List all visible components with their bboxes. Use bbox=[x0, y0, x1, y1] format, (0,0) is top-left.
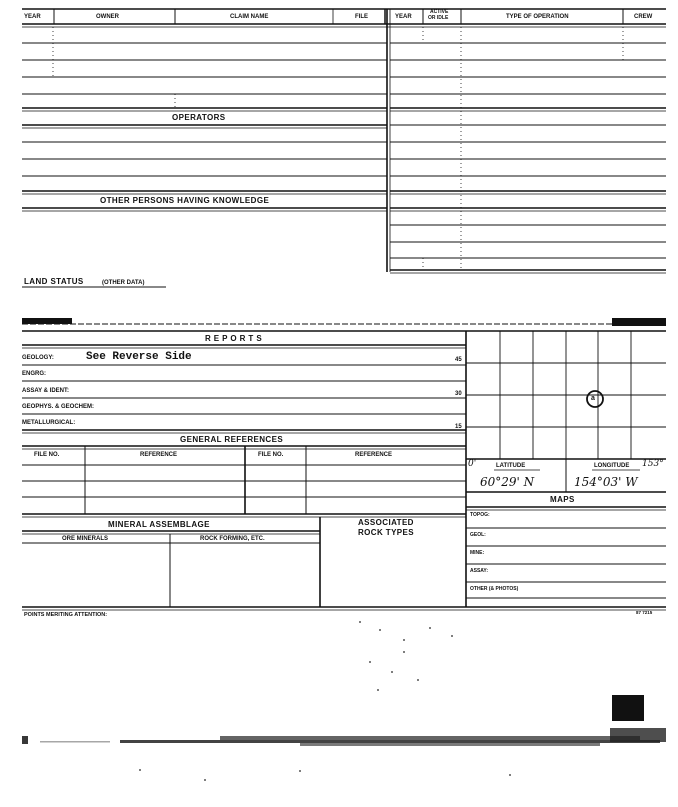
report-label-engrg: ENGRG: bbox=[22, 371, 46, 377]
report-label-assay: ASSAY & IDENT: bbox=[22, 388, 70, 394]
latitude-value: 60°29' N bbox=[480, 475, 535, 489]
col-type-of-operation: TYPE OF OPERATION bbox=[506, 14, 569, 20]
reports-heading: R E P O R T S bbox=[205, 334, 263, 343]
col-year: YEAR bbox=[24, 14, 41, 20]
report-label-metallurgical: METALLURGICAL: bbox=[22, 420, 76, 426]
longitude-edge-value: 153° bbox=[642, 459, 664, 469]
col-crew: CREW bbox=[634, 14, 653, 20]
grid-marked-cell: a bbox=[591, 395, 595, 402]
maps-row-other: OTHER (& PHOTOS) bbox=[470, 586, 519, 592]
col-owner: OWNER bbox=[96, 14, 119, 20]
ore-minerals-col: ORE MINERALS bbox=[62, 536, 109, 542]
longitude-label: LONGITUDE bbox=[594, 463, 630, 469]
general-references-heading: GENERAL REFERENCES bbox=[180, 435, 284, 444]
maps-heading: MAPS bbox=[550, 495, 575, 504]
land-status-subheading: (OTHER DATA) bbox=[102, 280, 145, 286]
col-active-label-2: OR IDLE bbox=[428, 15, 449, 21]
col-year-right: YEAR bbox=[395, 14, 412, 20]
longitude-value: 154°03' W bbox=[574, 475, 638, 489]
col-claim-name: CLAIM NAME bbox=[230, 14, 269, 20]
report-label-geology: GEOLOGY: bbox=[22, 355, 54, 361]
latitude-edge-value: 0' bbox=[468, 459, 477, 469]
rock-forming-col: ROCK FORMING, ETC. bbox=[200, 536, 265, 542]
land-status-heading: LAND STATUS bbox=[24, 277, 84, 286]
associated-rock-types-line-2: ROCK TYPES bbox=[358, 528, 415, 537]
report-value-geology: See Reverse Side bbox=[86, 351, 192, 363]
col-file: FILE bbox=[355, 14, 368, 20]
maps-row-mine: MINE: bbox=[470, 550, 485, 556]
ref-col-file-no-2: FILE NO. bbox=[258, 452, 284, 458]
latitude-label: LATITUDE bbox=[496, 463, 526, 469]
form-number: 87 7215 bbox=[636, 610, 653, 615]
report-num-assay: 30 bbox=[455, 391, 462, 397]
report-label-geophys: GEOPHYS. & GEOCHEM: bbox=[22, 404, 95, 410]
other-persons-heading: OTHER PERSONS HAVING KNOWLEDGE bbox=[100, 196, 270, 205]
ref-col-reference: REFERENCE bbox=[140, 452, 178, 458]
maps-row-topog: TOPOG: bbox=[470, 512, 490, 518]
points-meriting-attention: POINTS MERITING ATTENTION: bbox=[24, 612, 108, 618]
ref-col-file-no: FILE NO. bbox=[34, 452, 60, 458]
operators-heading: OPERATORS bbox=[172, 113, 226, 122]
report-num-metallurgical: 15 bbox=[455, 424, 462, 430]
ref-col-reference-2: REFERENCE bbox=[355, 452, 393, 458]
report-num-geology: 45 bbox=[455, 357, 462, 363]
mineral-assemblage-heading: MINERAL ASSEMBLAGE bbox=[108, 520, 210, 529]
col-active-label-1: ACTIVE bbox=[430, 9, 449, 15]
maps-row-assay: ASSAY: bbox=[470, 568, 489, 574]
associated-rock-types-line-1: ASSOCIATED bbox=[358, 518, 414, 527]
maps-row-geol: GEOL: bbox=[470, 532, 486, 538]
